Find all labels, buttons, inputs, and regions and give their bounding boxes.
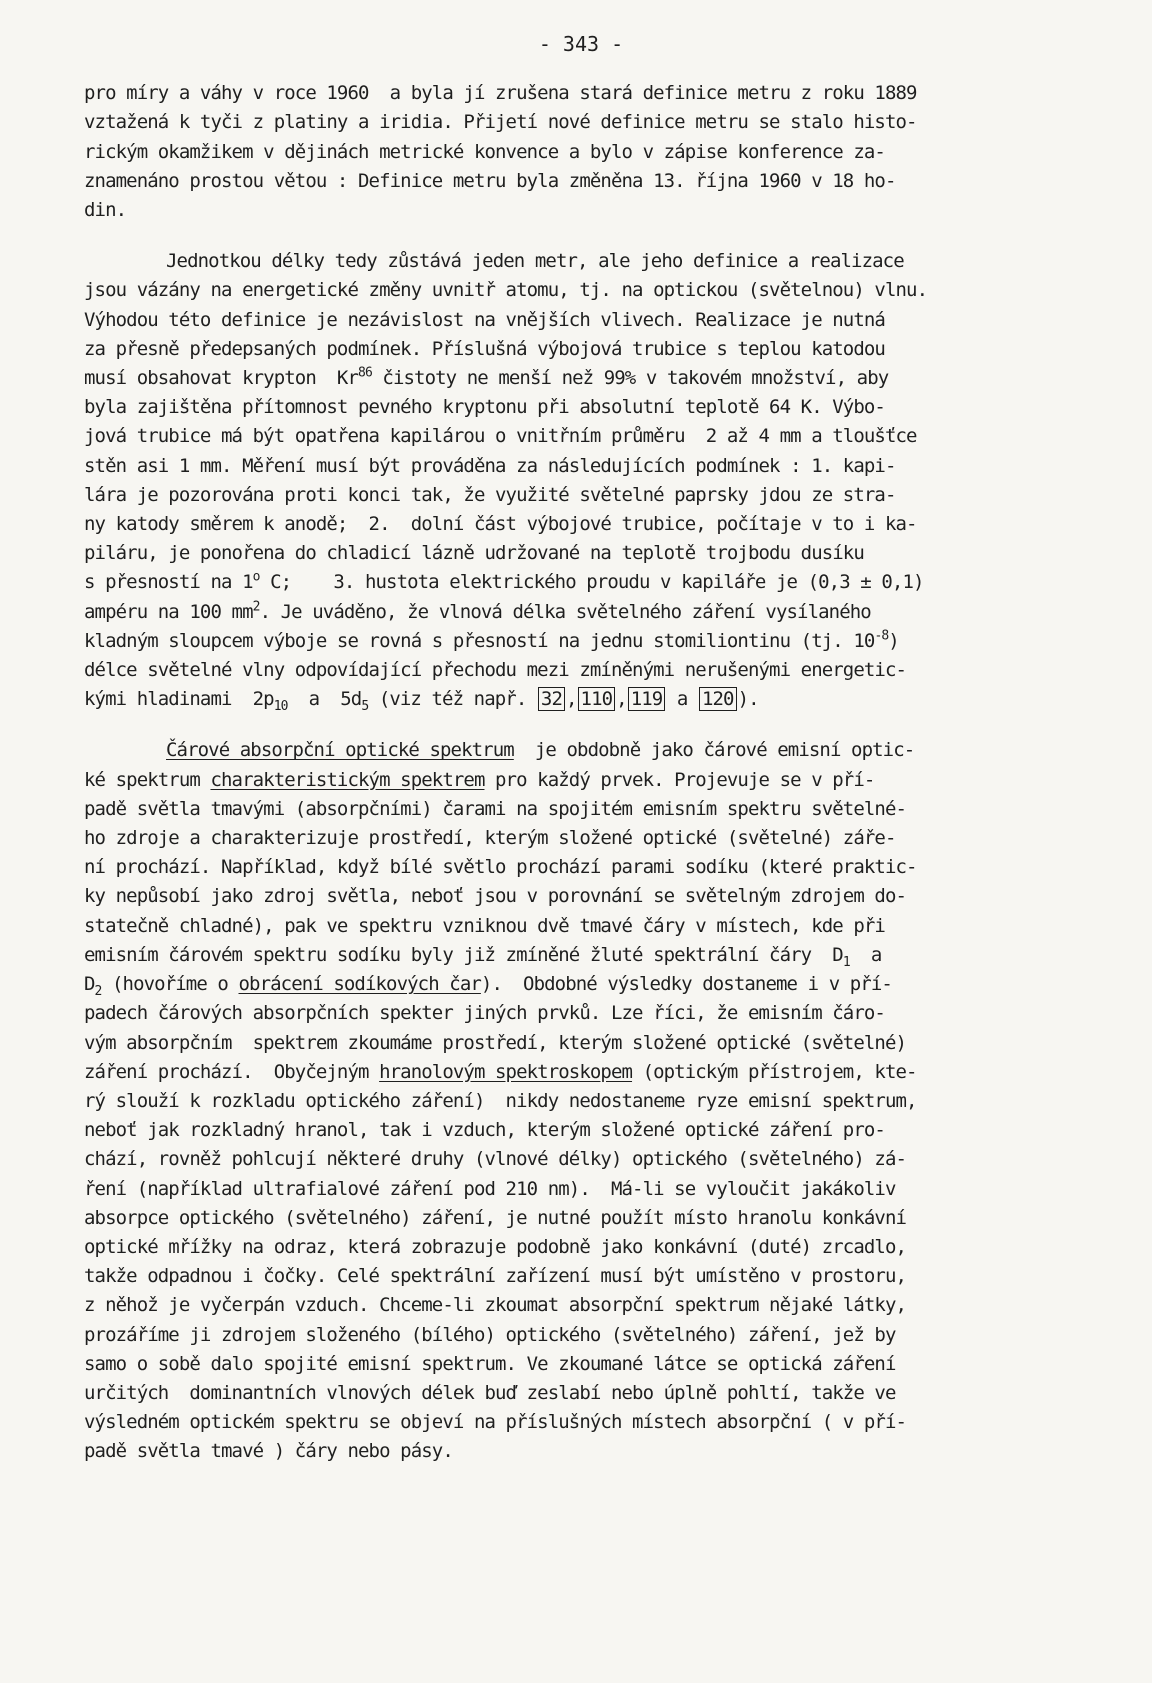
text-run: ké spektrum — [84, 768, 211, 791]
text-run: a 5d — [287, 688, 362, 711]
text-run: D — [84, 973, 95, 996]
paragraph-absorption-spectrum — [84, 736, 1078, 1466]
text-run: , — [616, 688, 627, 711]
text-line: Výhodou této definice je nezávislost na vnějších vlivech. Realizace je nutná — [84, 308, 885, 331]
text-line — [84, 685, 1078, 714]
text-run: čistoty ne menší než 99% v takovém množství, aby — [371, 367, 889, 390]
text-line: samo o sobě dalo spojité emisní spektrum. Ve zkoumané látce se optická záření — [84, 1352, 896, 1375]
text-line: rý slouží k rozkladu optického záření) nikdy nedostaneme ryze emisní spektrum, — [84, 1089, 917, 1112]
text-line — [84, 627, 1078, 656]
underlined-term: hranolovým spektroskopem — [379, 1060, 633, 1083]
text-line: za přesně předepsaných podmínek. Příslušná výbojová trubice s teplou katodou — [84, 337, 885, 360]
text-run: kými hladinami 2p — [84, 688, 274, 711]
text-run: ) — [888, 629, 899, 652]
text-line: ky nepůsobí jako zdroj světla, neboť jsou v porovnání se světelným zdrojem do- — [84, 885, 907, 908]
text-line: lára je pozorována proti konci tak, že využité světelné paprsky jdou ze stra- — [84, 483, 896, 506]
text-line: din. — [84, 199, 127, 222]
subscript: 5 — [361, 699, 369, 715]
superscript: o — [252, 570, 260, 586]
text-line — [84, 941, 1078, 970]
text-line — [84, 1058, 1078, 1087]
text-run: a — [849, 943, 882, 966]
text-run: (optickým přístrojem, kte- — [632, 1060, 917, 1083]
subscript: 1 — [842, 954, 850, 970]
text-line: prozáříme ji zdrojem složeného (bílého) optického (světelného) záření, jež by — [84, 1323, 896, 1346]
subscript: 2 — [94, 983, 102, 999]
text-line — [84, 970, 1078, 999]
text-line: z něhož je vyčerpán vzduch. Chceme-li zkoumat absorpční spektrum nějaké látky, — [84, 1294, 907, 1317]
text-line: absorpce optického (světelného) záření, je nutné použít místo hranolu konkávní — [84, 1206, 907, 1229]
text-line: stěn asi 1 mm. Měření musí být prováděna za následujících podmínek : 1. kapi- — [84, 454, 896, 477]
text-line: jová trubice má být opatřena kapilárou o vnitřním průměru 2 až 4 mm a tloušťce — [84, 425, 917, 448]
text-line: vým absorpčním spektrem zkoumáme prostředí, kterým složené optické (světelné) — [84, 1031, 907, 1054]
text-line: jsou vázány na energetické změny uvnitř atomu, tj. na optickou (světelnou) vlnu. — [84, 279, 928, 302]
text-run: ). Obdobné výsledky dostaneme i v pří- — [480, 973, 892, 996]
text-line — [84, 766, 1078, 795]
text-line: pro míry a váhy v roce 1960 a byla jí zrušena stará definice metru z roku 1889 — [84, 82, 917, 105]
superscript: 2 — [252, 599, 260, 615]
page-number: - 343 - — [538, 32, 624, 56]
text-line — [84, 568, 1078, 597]
text-run: ). — [737, 688, 759, 711]
text-run: musí obsahovat krypton Kr — [84, 367, 359, 390]
subscript: 10 — [273, 699, 288, 715]
text-run: C; 3. hustota elektrického proudu v kapiláře je (0,3 ± 0,1) — [259, 571, 924, 594]
text-line: rickým okamžikem v dějinách metrické konvence a bylo v zápise konference za- — [84, 140, 885, 163]
underlined-term: Čárové absorpční optické spektrum — [166, 739, 514, 762]
paragraph-meter-definition — [84, 79, 1078, 225]
text-line: délce světelné vlny odpovídající přechodu mezi zmíněnými nerušenými energetic- — [84, 659, 907, 682]
underlined-term: charakteristickým spektrem — [210, 768, 485, 791]
text-run: s přesností na 1 — [84, 571, 253, 594]
text-line — [84, 364, 1078, 393]
text-line: ní prochází. Například, když bílé světlo prochází parami sodíku (které praktic- — [84, 856, 917, 879]
text-line: statečně chladné), pak ve spektru vzniknou dvě tmavé čáry v místech, kde při — [84, 914, 885, 937]
text-line: ření (například ultrafialové záření pod 210 nm). Má-li se vyloučit jakákoliv — [84, 1177, 896, 1200]
text-line: Jednotkou délky tedy zůstává jeden metr, ale jeho definice a realizace — [166, 250, 904, 273]
text-run: emisním čárovém spektru sodíku byly již zmíněné žluté spektrální čáry D — [84, 943, 843, 966]
reference-box: 110 — [578, 687, 616, 711]
text-line: takže odpadnou i čočky. Celé spektrální zařízení musí být umístěno v prostoru, — [84, 1265, 907, 1288]
text-run: (viz též např. — [368, 688, 537, 711]
text-line: ho zdroje a charakterizuje prostředí, kterým složené optické (světelné) záře- — [84, 827, 896, 850]
text-line: určitých dominantních vlnových délek buď zeslabí nebo úplně pohltí, takže ve — [84, 1381, 896, 1404]
text-run: , — [565, 688, 577, 711]
text-line: padech čárových absorpčních spekter jiných prvků. Lze říci, že emisním čáro- — [84, 1002, 885, 1025]
text-line: optické mřížky na odraz, která zobrazuje podobně jako konkávní (duté) zrcadlo, — [84, 1235, 907, 1258]
text-line: padě světla tmavé ) čáry nebo pásy. — [84, 1440, 453, 1463]
text-line: byla zajištěna přítomnost pevného kryptonu při absolutní teplotě 64 K. Výbo- — [84, 396, 885, 419]
text-line — [84, 598, 1078, 627]
text-line: ny katody směrem k anodě; 2. dolní část výbojové trubice, počítaje v to i ka- — [84, 513, 917, 536]
text-line: piláru, je ponořena do chladicí lázně udržované na teplotě trojbodu dusíku — [84, 542, 864, 565]
text-run: kladným sloupcem výboje se rovná s přesností na jednu stomiliontinu (tj. 10 — [84, 629, 875, 652]
text-line: chází, rovněž pohlcují některé druhy (vlnové délky) optického (světelného) zá- — [84, 1148, 907, 1171]
paragraph-krypton-realization — [84, 247, 1078, 714]
text-run: záření prochází. Obyčejným — [84, 1060, 380, 1083]
superscript: -8 — [874, 628, 889, 644]
reference-box: 120 — [699, 687, 737, 711]
text-run: ampéru na 100 mm — [84, 600, 253, 623]
text-line: znamenáno prostou větou : Definice metru byla změněna 13. října 1960 v 18 ho- — [84, 169, 896, 192]
underlined-term: obrácení sodíkových čar — [238, 973, 481, 996]
text-line: výsledném optickém spektru se objeví na příslušných místech absorpční ( v pří- — [84, 1411, 907, 1434]
reference-box: 119 — [628, 687, 666, 711]
text-run: a — [666, 688, 698, 711]
reference-box: 32 — [538, 687, 565, 711]
text-line: vztažená k tyči z platiny a iridia. Přijetí nové definice metru se stalo histo- — [84, 111, 917, 134]
text-line — [84, 736, 1078, 765]
text-run: (hovoříme o — [101, 973, 239, 996]
text-run: je obdobně jako čárové emisní optic- — [513, 739, 915, 762]
superscript: 86 — [358, 365, 372, 381]
text-line: padě světla tmavými (absorpčními) čarami na spojitém emisním spektru světelné- — [84, 797, 907, 820]
text-run: pro každý prvek. Projevuje se v pří- — [484, 768, 875, 791]
text-line: neboť jak rozkladný hranol, tak i vzduch, kterým složené optické záření pro- — [84, 1119, 885, 1142]
text-run: . Je uváděno, že vlnová délka světelného záření vysílaného — [259, 600, 871, 623]
